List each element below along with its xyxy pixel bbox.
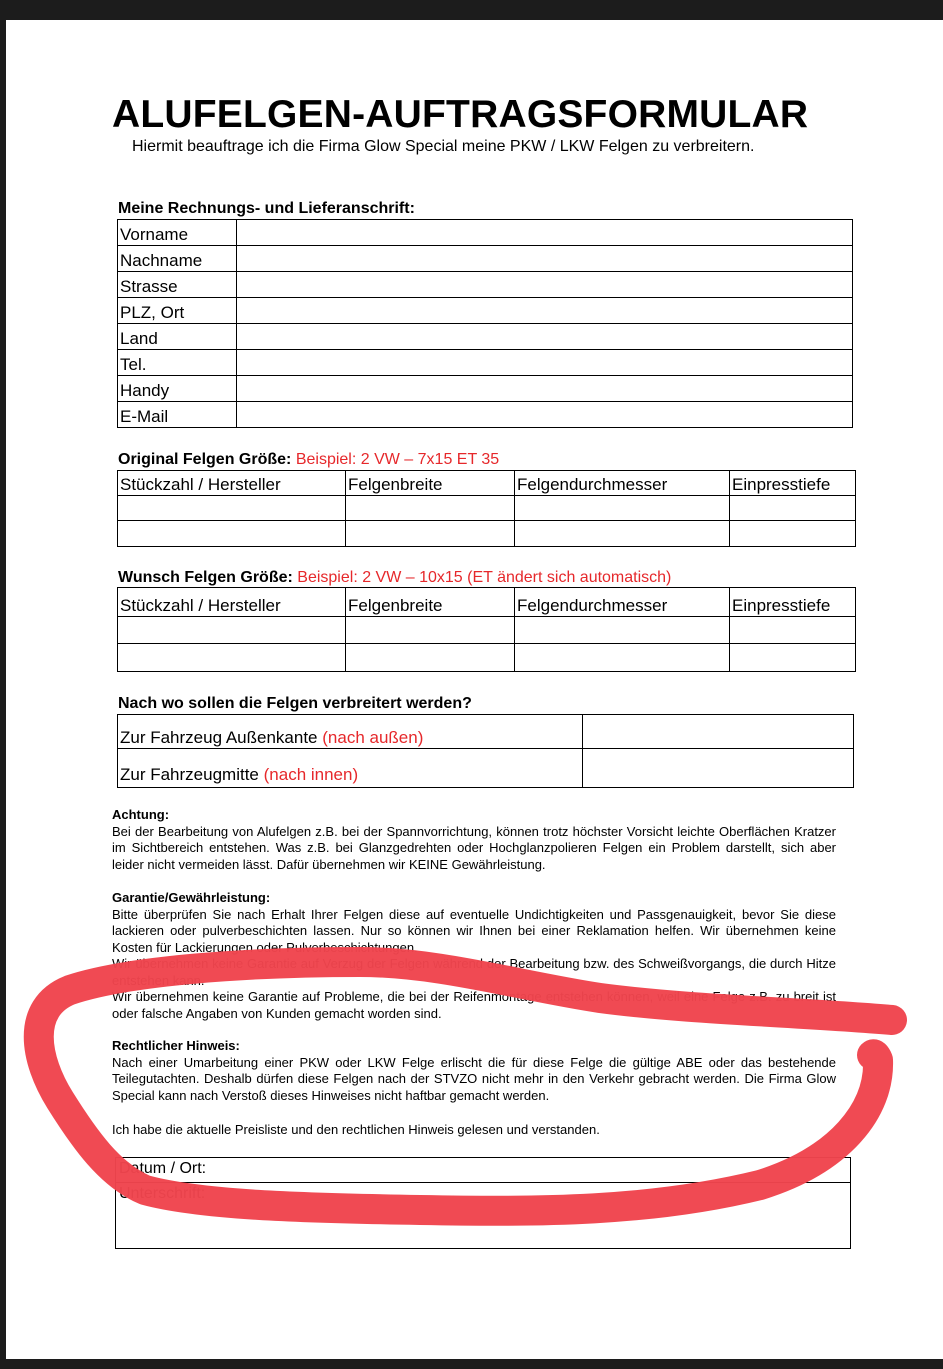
address-label: E-Mail bbox=[118, 402, 237, 428]
address-label: Handy bbox=[118, 376, 237, 402]
achtung-text: Bei der Bearbeitung von Alufelgen z.B. bei der Spannvorrichtung, können trotz höchster Vorsicht leichte Oberflächen Kratzer im Sichtbereich entstehen. Was z.B. bei Glanzgedrehten oder Hochglanzpolieren Felgen ein Problem darstellt, sich aber leider nicht vermeiden lässt. Dafür übernehmen wir KEINE Gewährleistung. bbox=[112, 823, 836, 872]
achtung-heading: Achtung: bbox=[112, 807, 170, 822]
wunsch-heading-label: Wunsch Felgen Größe: bbox=[118, 569, 293, 586]
address-label: Tel. bbox=[118, 350, 237, 376]
hinweis-heading: Rechtlicher Hinweis: bbox=[112, 1038, 240, 1053]
garantie-line-3: Wir übernehmen keine Garantie auf Probleme, die bei der Reifenmontage entstehen können, weil eine Felge z.B. zu breit ist oder falsche Angaben von Kunden gemacht worden sind. bbox=[112, 989, 836, 1021]
wunsch-col-felgenbreite: Felgenbreite bbox=[346, 588, 515, 617]
wunsch-example: Beispiel: 2 VW – 10x15 (ET ändert sich automatisch) bbox=[297, 569, 672, 586]
address-heading: Meine Rechnungs- und Lieferanschrift: bbox=[118, 200, 415, 217]
original-col-durchmesser: Felgendurchmesser bbox=[515, 471, 730, 496]
address-label: Nachname bbox=[118, 246, 237, 272]
garantie-line-1: Bitte überprüfen Sie nach Erhalt Ihrer Felgen diese auf eventuelle Undichtigkeiten und Passgenauigkeit, bevor Sie diese lackieren oder pulverbeschichten lassen. Nur so können wir Ihnen bei einer Reklamation helfen. Wir übernehmen keine Kosten für Lackierungen oder Pulverbeschichtungen. bbox=[112, 906, 836, 955]
original-col-felgenbreite: Felgenbreite bbox=[346, 471, 515, 496]
page-subtitle: Hiermit beauftrage ich die Firma Glow Special meine PKW / LKW Felgen zu verbreitern. bbox=[132, 138, 755, 155]
address-label: Land bbox=[118, 324, 237, 350]
address-label: Strasse bbox=[118, 272, 237, 298]
original-heading-label: Original Felgen Größe: bbox=[118, 451, 292, 468]
direction-inner-label: Zur Fahrzeugmitte bbox=[120, 765, 259, 784]
page-title: ALUFELGEN-AUFTRAGSFORMULAR bbox=[112, 93, 809, 136]
garantie-line-2: Wir übernehmen keine Garantie auf Verzug der Felgen während der Bearbeitung bzw. des Schweißvorgangs, die durch Hitze entstehen kann. bbox=[112, 956, 836, 988]
wunsch-col-durchmesser: Felgendurchmesser bbox=[515, 588, 730, 617]
direction-inner-hint: (nach innen) bbox=[263, 765, 359, 784]
wunsch-col-stueckzahl: Stückzahl / Hersteller bbox=[118, 588, 346, 617]
address-label: Vorname bbox=[118, 220, 237, 246]
original-col-stueckzahl: Stückzahl / Hersteller bbox=[118, 471, 346, 496]
direction-outer-hint: (nach außen) bbox=[322, 728, 424, 747]
direction-outer-label: Zur Fahrzeug Außenkante bbox=[120, 728, 318, 747]
datum-label: Datum / Ort: bbox=[119, 1160, 207, 1177]
direction-heading: Nach wo sollen die Felgen verbreitert werden? bbox=[118, 695, 472, 712]
hinweis-text: Nach einer Umarbeitung einer PKW oder LKW Felge erlischt die für diese Felge die gültige ABE oder das bestehende Teilegutachten. Deshalb dürfen diese Felgen nach der STVZO nicht mehr in den Verkehr gebracht werden. Die Firma Glow Special kann nach Verstoß dieses Hinweises nicht haftbar gemacht werden. bbox=[112, 1054, 836, 1103]
red-highlight-stroke bbox=[39, 962, 892, 1211]
wunsch-col-einpresstiefe: Einpresstiefe bbox=[730, 588, 856, 617]
address-label: PLZ, Ort bbox=[118, 298, 237, 324]
original-example: Beispiel: 2 VW – 7x15 ET 35 bbox=[295, 451, 500, 468]
hinweis-confirm: Ich habe die aktuelle Preisliste und den rechtlichen Hinweis gelesen und verstanden. bbox=[112, 1122, 600, 1137]
garantie-heading: Garantie/Gewährleistung: bbox=[112, 890, 271, 905]
unterschrift-label: Unterschrift: bbox=[119, 1185, 206, 1202]
original-col-einpresstiefe: Einpresstiefe bbox=[730, 471, 856, 496]
